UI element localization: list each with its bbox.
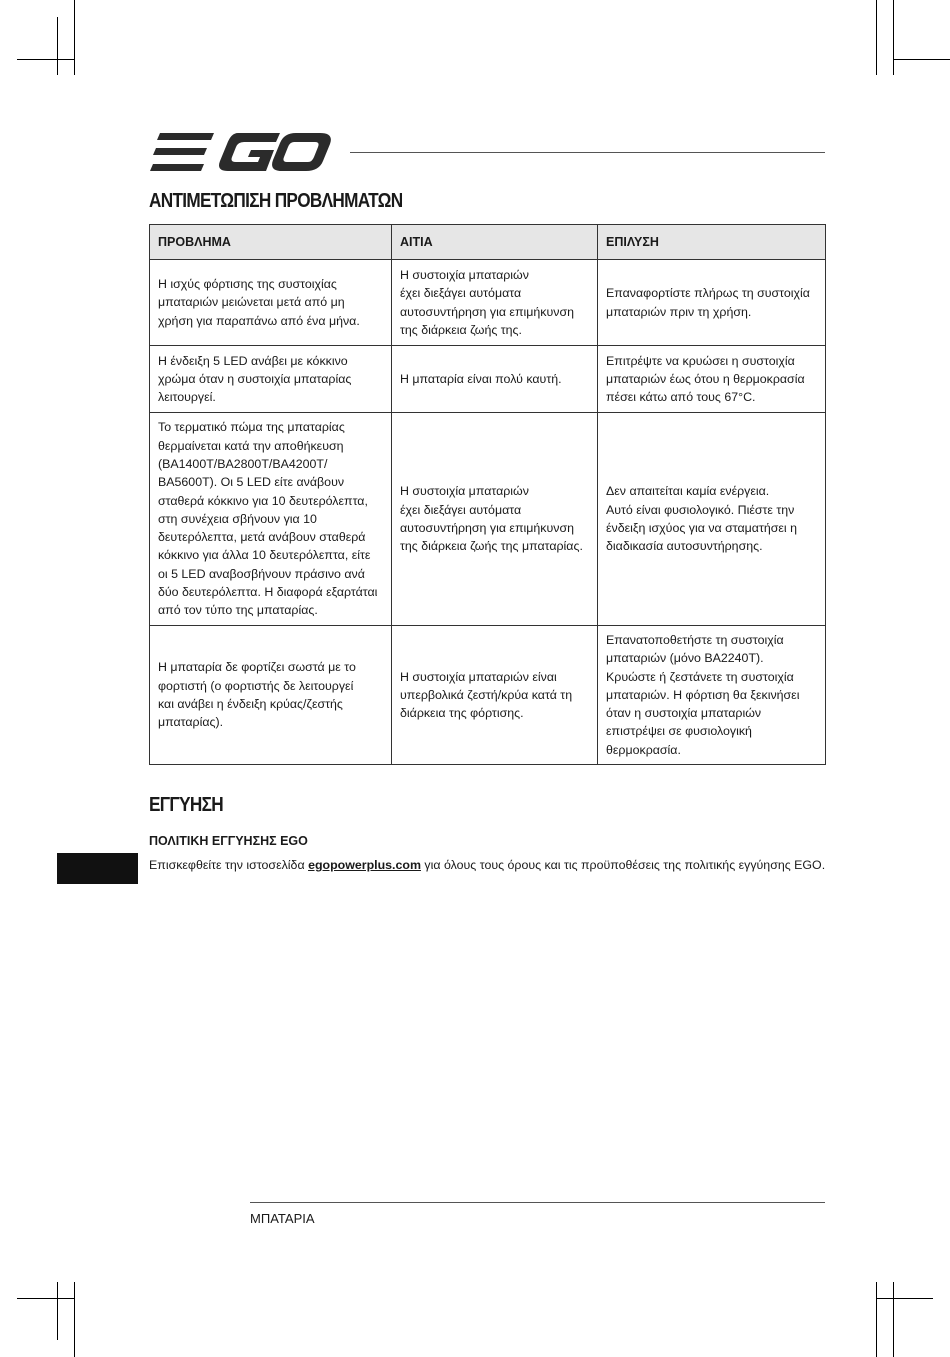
- cell-line: φορτιστή (ο φορτιστής δε λειτουργεί: [158, 678, 354, 693]
- cell-line: Η ένδειξη 5 LED ανάβει με κόκκινο: [158, 353, 348, 368]
- cell-line: μπαταριών μειώνεται μετά από μη: [158, 295, 345, 310]
- cell-line: Η μπαταρία δε φορτίζει σωστά με το: [158, 660, 356, 675]
- cell-line: της διάρκεια ζωής της.: [400, 322, 522, 337]
- problem-cell: [150, 260, 392, 346]
- cell-line: Η συστοιχία μπαταριών: [400, 484, 529, 499]
- crop-mark: [893, 59, 950, 60]
- cell-line: κόκκινο για άλλα 10 δευτερόλεπτα, είτε: [158, 548, 371, 563]
- cell-line: θερμοκρασία.: [606, 742, 681, 757]
- cell-line: μπαταριών (μόνο BA2240T).: [606, 651, 764, 666]
- cell-line: θερμαίνεται κατά την αποθήκευση: [158, 438, 344, 453]
- table-row: [150, 260, 826, 346]
- warranty-text: [149, 858, 825, 872]
- table-row: [150, 413, 826, 626]
- crop-mark: [74, 0, 75, 75]
- crop-mark: [57, 17, 58, 75]
- cell-line: Η συστοιχία μπαταριών: [400, 267, 529, 282]
- problem-cell: [150, 413, 392, 626]
- crop-mark: [74, 1282, 75, 1357]
- cell-line: (BA1400T/BA2800T/BA4200T/: [158, 456, 328, 471]
- cause-cell: [392, 260, 598, 346]
- cell-line: μπαταριών πριν τη χρήση.: [606, 304, 752, 319]
- column-header-solution: ΕΠΙΛΥΣΗ: [598, 225, 826, 260]
- cell-line: σταθερά κόκκινο για 10 δευτερόλεπτα,: [158, 493, 368, 508]
- warranty-text-after: για όλους τους όρους και τις προϋποθέσεις της πολιτικής εγγύησης EGO.: [420, 858, 826, 872]
- cell-line: διάρκεια της φόρτισης.: [400, 706, 524, 721]
- cell-line: δευτερόλεπτα, μετά ανάβουν σταθερά: [158, 530, 366, 545]
- cell-line: διαδικασία αυτοσυντήρησης.: [606, 539, 763, 554]
- crop-mark: [876, 1282, 877, 1357]
- solution-cell: [598, 413, 826, 626]
- cell-line: στη συνέχεια σβήνουν για 10: [158, 511, 317, 526]
- cell-line: έχει διεξάγει αυτόματα: [400, 286, 522, 301]
- cell-line: ένδειξη ισχύος για να σταματήσει η: [606, 521, 797, 535]
- cell-line: Επαναφορτίστε πλήρως τη συστοιχία: [606, 286, 810, 301]
- footer-section-label: ΜΠΑΤΑΡΙΑ: [250, 1211, 315, 1226]
- cell-line: και ανάβει η ένδειξη κρύας/ζεστής: [158, 697, 343, 711]
- solution-cell: [598, 260, 826, 346]
- cell-line: της διάρκεια ζωής της μπαταρίας.: [400, 539, 583, 554]
- cell-line: όταν η συστοιχία μπαταριών: [606, 706, 762, 721]
- column-header-problem: ΠΡΟΒΛΗΜΑ: [150, 225, 392, 260]
- cell-line: από τον τύπο της μπαταρίας.: [158, 603, 318, 618]
- cell-line: Επανατοποθετήστε τη συστοιχία: [606, 632, 784, 647]
- cell-line: αυτοσυντήρηση για επιμήκυνση: [400, 521, 574, 535]
- ego-logo: [150, 133, 332, 171]
- cell-line: Το τερματικό πώμα της μπαταρίας: [158, 420, 345, 435]
- crop-mark: [876, 1298, 933, 1299]
- crop-mark: [17, 1298, 75, 1299]
- problem-cell: [150, 626, 392, 765]
- cell-line: υπερβολικά ζεστή/κρύα κατά τη: [400, 687, 573, 702]
- cell-line: Η συστοιχία μπαταριών είναι: [400, 669, 557, 684]
- cell-line: μπαταριών. Η φόρτιση θα ξεκινήσει: [606, 687, 800, 702]
- table-row: [150, 626, 826, 765]
- crop-mark: [876, 0, 877, 75]
- cell-line: Αυτό είναι φυσιολογικό. Πιέστε την: [606, 502, 795, 517]
- cell-line: δύο δευτερόλεπτα. Η διαφορά εξαρτάται: [158, 585, 378, 600]
- cell-line: Επιτρέψτε να κρυώσει η συστοιχία: [606, 353, 795, 368]
- cell-line: Η ισχύς φόρτισης της συστοιχίας: [158, 277, 337, 292]
- crop-mark: [893, 0, 894, 75]
- cell-line: Δεν απαιτείται καμία ενέργεια.: [606, 484, 770, 499]
- table-row: [150, 346, 826, 413]
- problem-cell: [150, 346, 392, 413]
- crop-mark: [57, 1282, 58, 1340]
- cell-line: οι 5 LED αναβοσβήνουν πράσινο ανά: [158, 566, 365, 581]
- cell-line: πέσει κάτω από τους 67°C.: [606, 390, 756, 405]
- footer-rule: [250, 1202, 825, 1203]
- cell-line: μπαταριών έως ότου η θερμοκρασία: [606, 371, 805, 386]
- cell-line: έχει διεξάγει αυτόματα: [400, 502, 522, 517]
- solution-cell: [598, 626, 826, 765]
- cell-line: χρήση για παραπάνω από ένα μήνα.: [158, 313, 360, 328]
- header-rule: [350, 152, 825, 153]
- warranty-subtitle: ΠΟΛΙΤΙΚΗ ΕΓΓΥΗΣΗΣ EGO: [149, 834, 308, 848]
- table-header-row: [150, 225, 826, 260]
- cell-line: χρώμα όταν η συστοιχία μπαταρίας: [158, 371, 352, 386]
- cause-cell: [392, 626, 598, 765]
- cell-line: μπαταρίας).: [158, 715, 224, 730]
- troubleshooting-table: [149, 224, 826, 765]
- troubleshooting-title: ΑΝΤΙΜΕΤΩΠΙΣΗ ΠΡΟΒΛΗΜΑΤΩΝ: [149, 190, 403, 212]
- warranty-text-before: Επισκεφθείτε την ιστοσελίδα: [149, 858, 309, 872]
- cell-line: Η μπαταρία είναι πολύ καυτή.: [400, 371, 562, 386]
- cell-line: Κρυώστε ή ζεστάνετε τη συστοιχία: [606, 669, 794, 684]
- cause-cell: [392, 413, 598, 626]
- warranty-title: ΕΓΓΥΗΣΗ: [149, 794, 223, 816]
- crop-mark: [17, 59, 75, 60]
- warranty-link[interactable]: egopowerplus.com: [308, 858, 421, 872]
- cause-cell: [392, 346, 598, 413]
- column-header-cause: ΑΙΤΙΑ: [392, 225, 598, 260]
- solution-cell: [598, 346, 826, 413]
- cell-line: BA5600T). Οι 5 LED είτε ανάβουν: [158, 475, 345, 490]
- crop-mark: [893, 1282, 894, 1357]
- cell-line: λειτουργεί.: [158, 390, 216, 405]
- cell-line: αυτοσυντήρηση για επιμήκυνση: [400, 304, 574, 319]
- section-tab-marker: [57, 853, 138, 884]
- cell-line: επιστρέψει σε φυσιολογική: [606, 724, 752, 739]
